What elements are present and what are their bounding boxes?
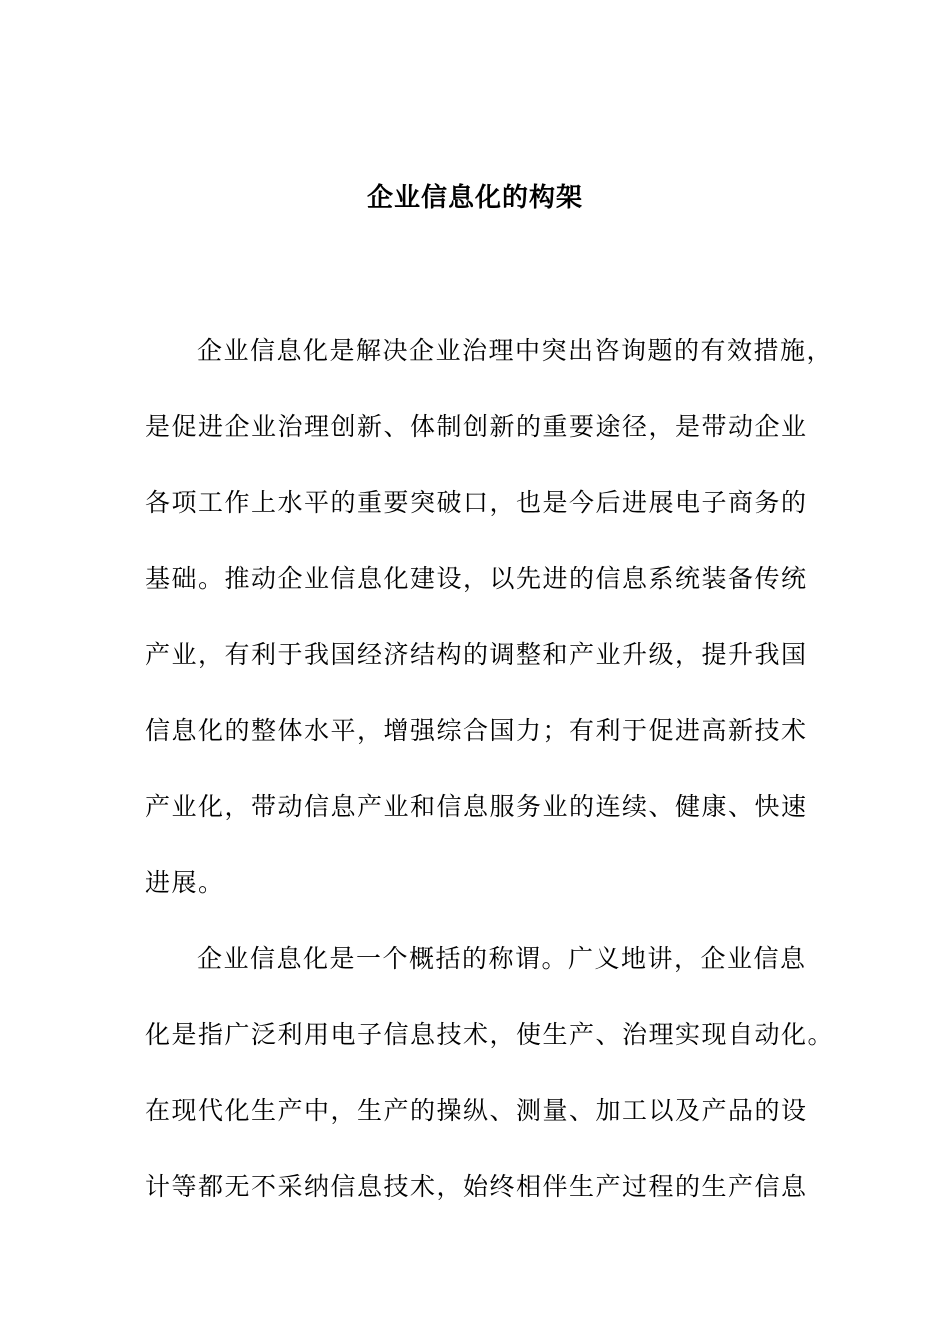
paragraph-2-line-3: 在现代化生产中，生产的操纵、测量、加工以及产品的设: [145, 1096, 808, 1125]
paragraph-2-line-2: 化是指广泛利用电子信息技术，使生产、治理实现自动化。: [145, 1020, 835, 1049]
paragraph-1-line-1: 企业信息化是解决企业治理中突出咨询题的有效措施，: [197, 336, 834, 365]
paragraph-1-line-8: 进展。: [145, 868, 225, 897]
paragraph-1-line-4: 基础。推动企业信息化建设，以先进的信息系统装备传统: [145, 564, 808, 593]
paragraph-1-line-5: 产业，有利于我国经济结构的调整和产业升级，提升我国: [145, 640, 808, 669]
paragraph-1-line-2: 是促进企业治理创新、体制创新的重要途径，是带动企业: [145, 412, 808, 441]
paragraph-2-line-1: 企业信息化是一个概括的称谓。广义地讲，企业信息: [197, 944, 807, 973]
paragraph-1-line-3: 各项工作上水平的重要突破口，也是今后进展电子商务的: [145, 488, 808, 517]
paragraph-1-line-6: 信息化的整体水平，增强综合国力；有利于促进高新技术: [145, 716, 808, 745]
paragraph-1-line-7: 产业化，带动信息产业和信息服务业的连续、健康、快速: [145, 792, 808, 821]
paragraph-2-line-4: 计等都无不采纳信息技术，始终相伴生产过程的生产信息: [145, 1172, 808, 1201]
document-title: 企业信息化的构架: [366, 183, 583, 213]
document-body: [145, 325, 835, 1237]
